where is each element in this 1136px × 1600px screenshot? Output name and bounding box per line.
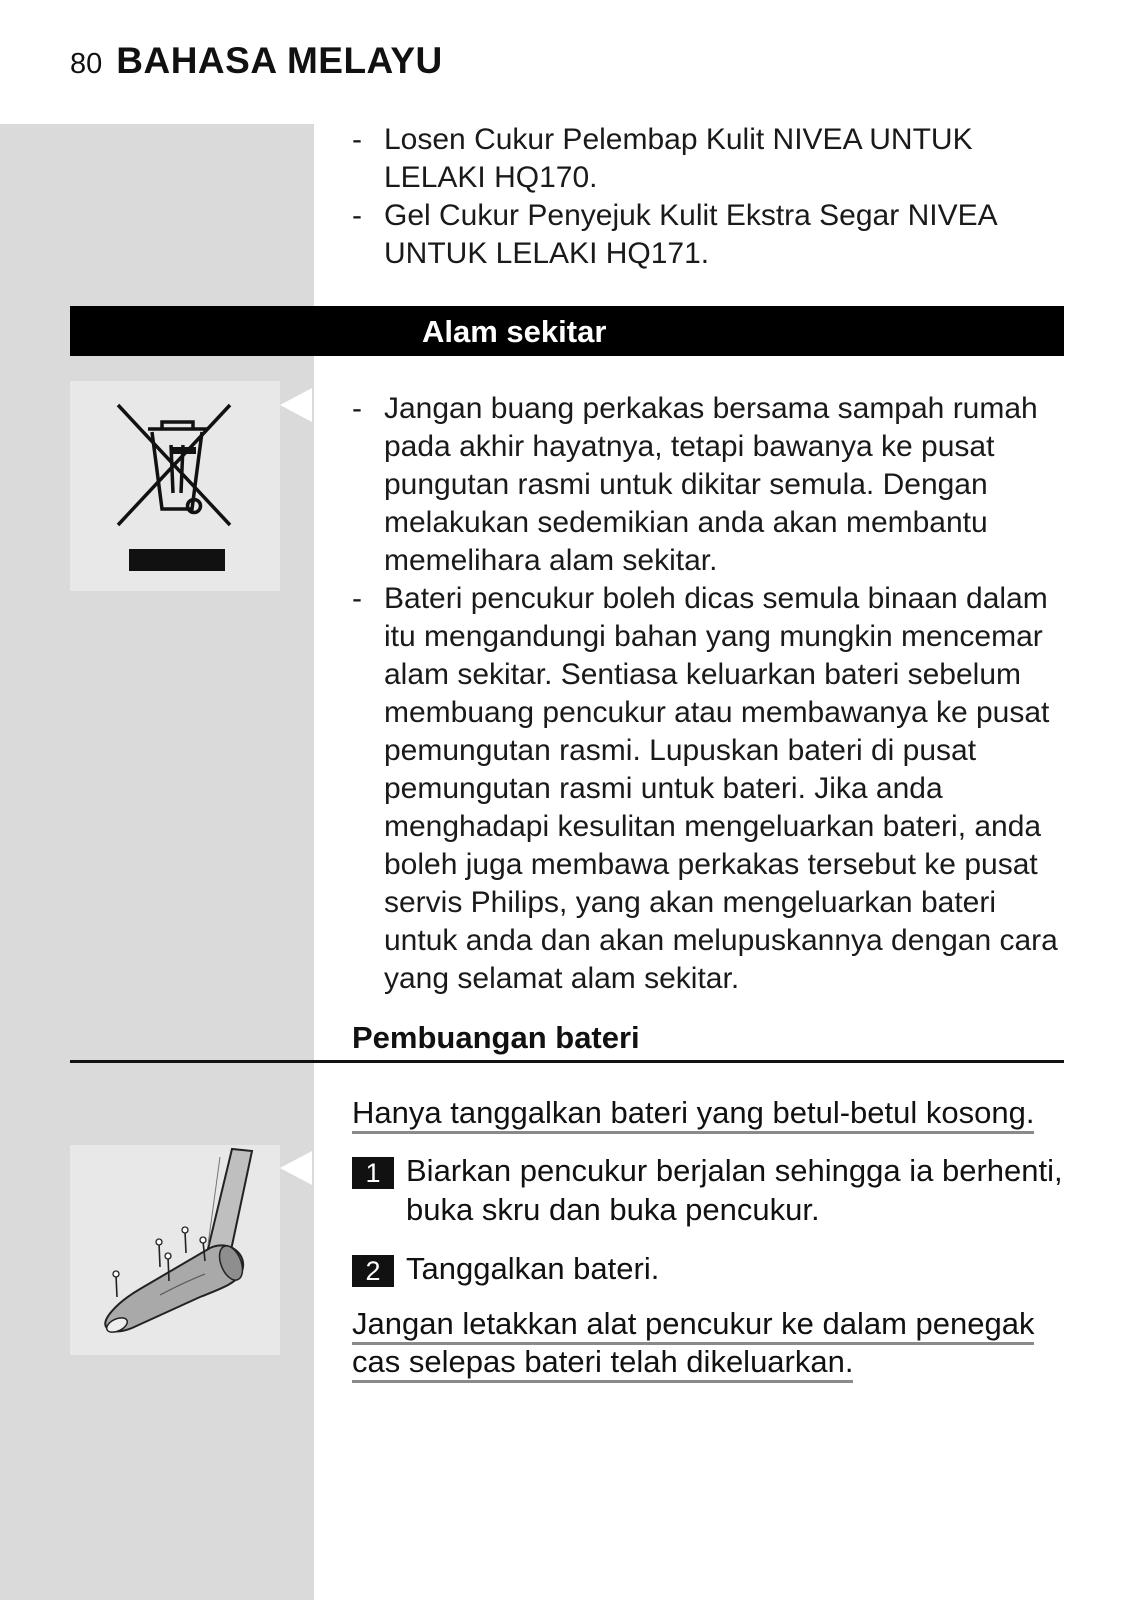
page-number: 80 [70, 48, 103, 80]
step-text: Biarkan pencukur berjalan sehingga ia berhenti, buka skru dan buka pencukur. [406, 1153, 1063, 1227]
step-number-badge: 2 [352, 1255, 394, 1287]
sub-heading: Pembuangan bateri [352, 1020, 640, 1055]
list-item: - Gel Cukur Penyejuk Kulit Ekstra Segar NIVEA UNTUK LELAKI HQ171. [352, 199, 996, 270]
environment-list [352, 390, 1072, 998]
section-title: Alam sekitar [422, 314, 607, 349]
list-item: - Losen Cukur Pelembap Kulit NIVEA UNTUK LELAKI HQ170. [352, 123, 973, 194]
illustration-pointer [280, 1151, 312, 1185]
step-1 [352, 1151, 1072, 1229]
page-header [70, 40, 443, 82]
icon-pointer [280, 388, 312, 422]
battery-note-top: Hanya tanggalkan bateri yang betul-betul kosong. [352, 1094, 1034, 1132]
section-header-bar [70, 306, 1064, 356]
step-2 [352, 1249, 1072, 1288]
list-item: - Jangan buang perkakas bersama sampah rumah pada akhir hayatnya, tetapi bawanya ke pusat pungutan rasmi untuk dikitar semula. Dengan melakukan sedemikian anda akan membantu memelihara alam sekitar. [352, 392, 1038, 577]
step-number-badge: 1 [352, 1157, 394, 1189]
shaver-illustration-box [70, 1145, 280, 1355]
list-item: - Bateri pencukur boleh dicas semula binaan dalam itu mengandungi bahan yang mungkin mencemar alam sekitar. Sentiasa keluarkan bateri sebelum membuang pencukur atau membawanya ke pusat pemungutan rasmi. Lupuskan bateri di pusat pemungutan rasmi untuk bateri. Jika anda menghadapi kesulitan mengeluarkan bateri, anda boleh juga membawa perkakas tersebut ke pusat servis Philips, yang akan mengeluarkan bateri untuk anda dan akan melupuskannya dengan cara yang selamat alam sekitar. [352, 582, 1058, 995]
page-language-title: BAHASA MELAYU [116, 40, 443, 81]
divider [70, 1060, 1064, 1063]
recycle-icon-box [70, 381, 280, 591]
battery-note-bottom: Jangan letakkan alat pencukur ke dalam penegak cas selepas bateri telah dikeluarkan. [352, 1305, 1034, 1381]
accessories-list [352, 121, 1072, 273]
crossed-out-wheelie-bin-icon [70, 381, 280, 591]
shaver-disassembly-illustration [70, 1145, 280, 1355]
step-text: Tanggalkan bateri. [406, 1251, 660, 1286]
